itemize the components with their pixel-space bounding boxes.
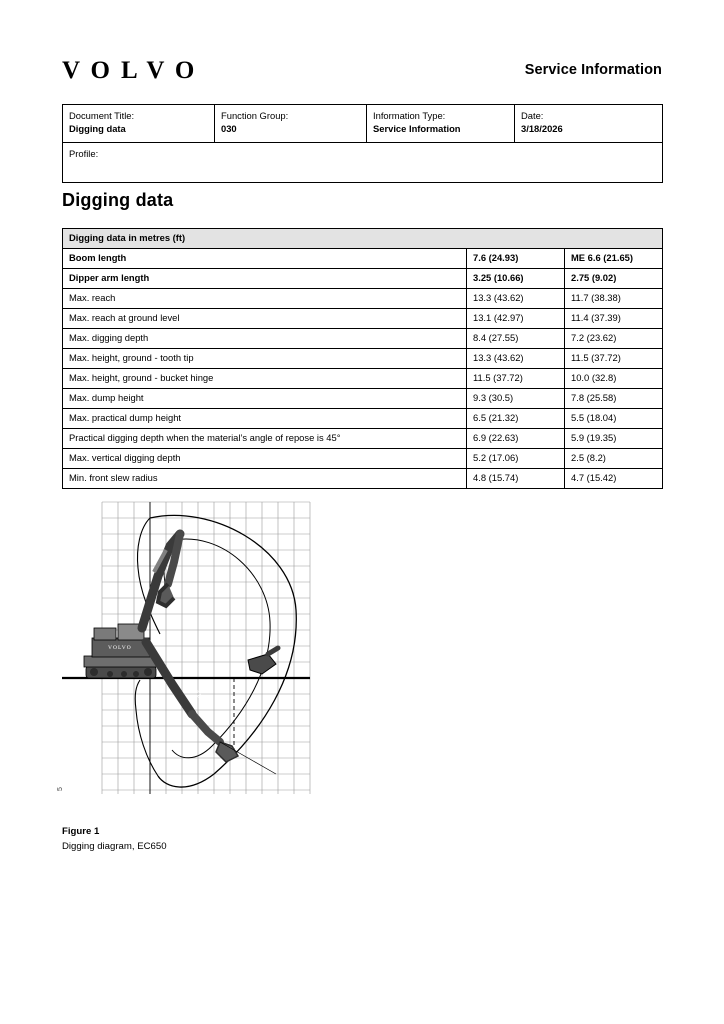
- machine-logo-text: VOLVO: [108, 645, 132, 651]
- row-value-2: 10.0 (32.8): [565, 369, 663, 389]
- row-value-2: 11.5 (37.72): [565, 349, 663, 369]
- row-value-2: 11.7 (38.38): [565, 289, 663, 309]
- document-meta-table: [62, 104, 663, 183]
- me-reach-envelope: [172, 539, 270, 758]
- table-row: [63, 449, 663, 469]
- row-value-1: 13.1 (42.97): [467, 309, 565, 329]
- row-label: Practical digging depth when the material’s angle of repose is 45°: [63, 429, 467, 449]
- information-type-value: Service Information: [373, 123, 461, 134]
- table-row: [63, 329, 663, 349]
- row-value-1: 13.3 (43.62): [467, 289, 565, 309]
- table-band-header: [63, 229, 663, 249]
- row-value-2: 2.75 (9.02): [565, 269, 663, 289]
- row-label: Max. practical dump height: [63, 409, 467, 429]
- digging-diagram-svg: [62, 488, 662, 808]
- figure-caption: [62, 824, 167, 854]
- row-label: Max. reach: [63, 289, 467, 309]
- document-title-label: Document Title:: [69, 110, 135, 121]
- row-value-2: 2.5 (8.2): [565, 449, 663, 469]
- row-label: Max. vertical digging depth: [63, 449, 467, 469]
- date-value: 3/18/2026: [521, 123, 563, 134]
- row-value-1: 9.3 (30.5): [467, 389, 565, 409]
- row-value-1: 11.5 (37.72): [467, 369, 565, 389]
- table-band-title: Digging data in metres (ft): [63, 229, 663, 249]
- digging-diagram-figure: [57, 488, 662, 808]
- lower-inner-arc: [135, 680, 158, 776]
- table-row: [63, 409, 663, 429]
- figure-description: Digging diagram, EC650: [62, 841, 167, 852]
- row-value-1: 7.6 (24.93): [467, 249, 565, 269]
- row-label: Max. dump height: [63, 389, 467, 409]
- digging-data-table: [62, 228, 663, 489]
- row-value-1: 6.9 (22.63): [467, 429, 565, 449]
- me-bucket: [248, 648, 278, 674]
- row-value-1: 5.2 (17.06): [467, 449, 565, 469]
- meta-cell-date: [515, 105, 663, 143]
- figure-number: Figure 1: [62, 826, 100, 837]
- page-header: [62, 56, 662, 90]
- row-label: Max. digging depth: [63, 329, 467, 349]
- document-title-value: Digging data: [69, 123, 126, 134]
- meta-cell-profile: [63, 143, 663, 183]
- table-row: [63, 369, 663, 389]
- function-group-label: Function Group:: [221, 110, 289, 121]
- row-label: Boom length: [63, 249, 467, 269]
- row-value-2: 4.7 (15.42): [565, 469, 663, 489]
- row-value-1: 6.5 (21.32): [467, 409, 565, 429]
- figure-side-label: 5: [57, 787, 64, 791]
- row-value-1: 8.4 (27.55): [467, 329, 565, 349]
- arm-logo-text: VOLVO: [188, 683, 210, 711]
- meta-cell-function-group: [215, 105, 367, 143]
- table-row: [63, 309, 663, 329]
- meta-row-primary: [63, 105, 663, 143]
- table-row: [63, 389, 663, 409]
- information-type-label: Information Type:: [373, 110, 446, 121]
- row-value-2: 11.4 (37.39): [565, 309, 663, 329]
- row-value-2: ME 6.6 (21.65): [565, 249, 663, 269]
- function-group-value: 030: [221, 123, 237, 134]
- row-label: Min. front slew radius: [63, 469, 467, 489]
- profile-label: Profile:: [69, 148, 99, 159]
- row-label: Max. height, ground - bucket hinge: [63, 369, 467, 389]
- row-value-2: 5.5 (18.04): [565, 409, 663, 429]
- table-row: [63, 289, 663, 309]
- page-title: Service Information: [524, 62, 662, 78]
- table-row: [63, 349, 663, 369]
- volvo-logo: VOLVO: [62, 57, 206, 84]
- table-row: [63, 469, 663, 489]
- row-value-1: 4.8 (15.74): [467, 469, 565, 489]
- row-value-1: 13.3 (43.62): [467, 349, 565, 369]
- table-row: [63, 249, 663, 269]
- table-row: [63, 269, 663, 289]
- row-label: Max. reach at ground level: [63, 309, 467, 329]
- meta-row-profile: [63, 143, 663, 183]
- row-value-2: 7.8 (25.58): [565, 389, 663, 409]
- row-label: Dipper arm length: [63, 269, 467, 289]
- meta-cell-document-title: [63, 105, 215, 143]
- row-value-2: 5.9 (19.35): [565, 429, 663, 449]
- section-title: Digging data: [62, 190, 174, 210]
- table-row: [63, 429, 663, 449]
- meta-cell-information-type: [367, 105, 515, 143]
- row-value-2: 7.2 (23.62): [565, 329, 663, 349]
- row-label: Max. height, ground - tooth tip: [63, 349, 467, 369]
- row-value-1: 3.25 (10.66): [467, 269, 565, 289]
- date-label: Date:: [521, 110, 544, 121]
